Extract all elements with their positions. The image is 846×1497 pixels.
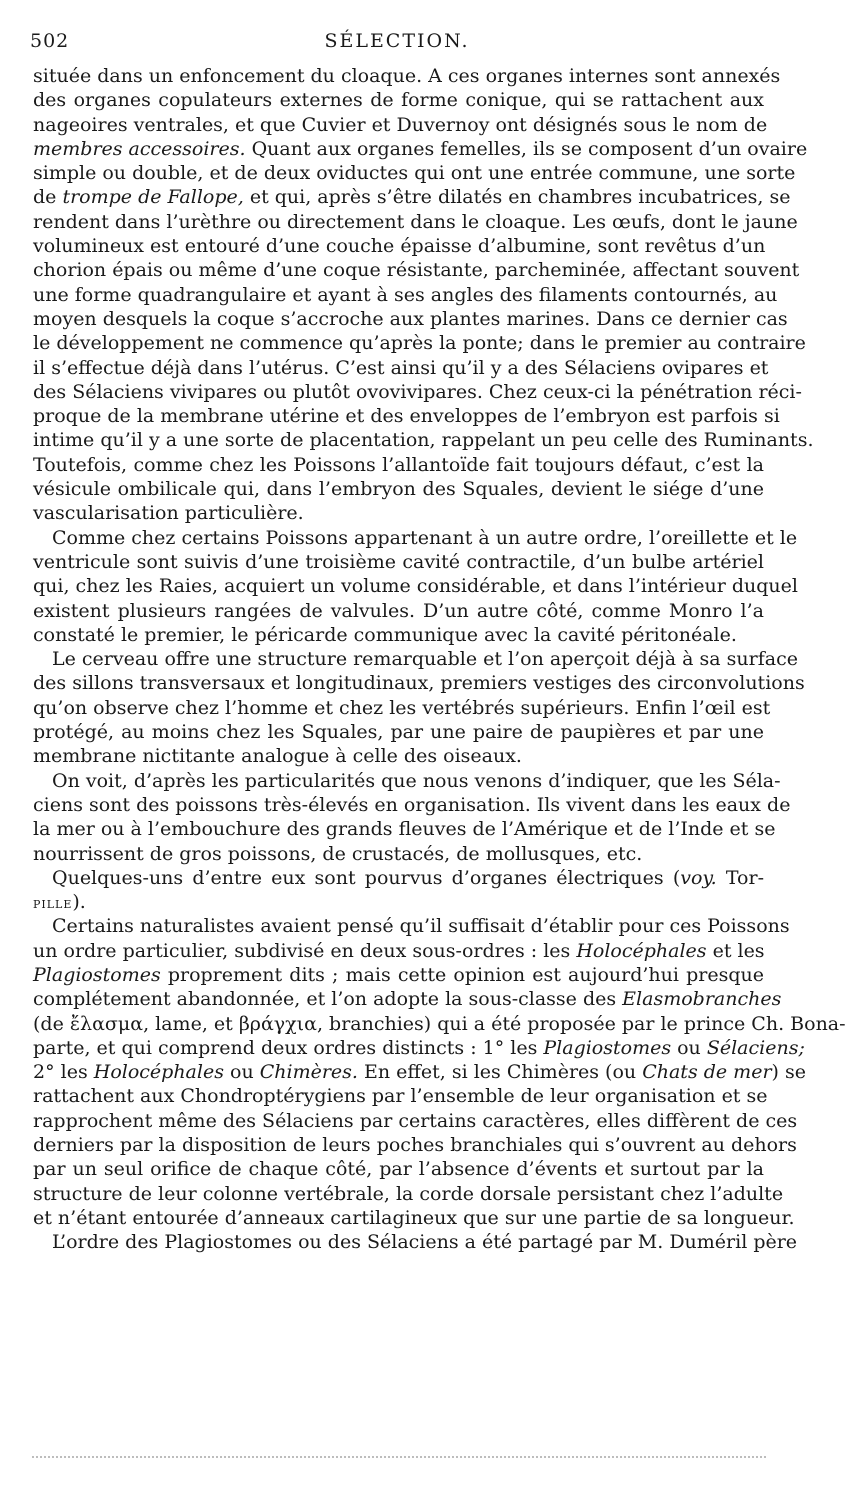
running-title: SÉLECTION.	[324, 30, 470, 52]
page-header	[30, 30, 764, 58]
text-line	[33, 1084, 768, 1108]
text-line	[33, 1206, 795, 1230]
text-segment: vésicule ombilicale qui, dans l’embryon des Squales, devient le siége d’une	[33, 478, 764, 501]
text-segment: Quelques-uns d’entre eux sont pourvus d’organes électriques (	[52, 866, 681, 889]
text-segment: simple ou double, et de deux oviductes qui ont une entrée commune, une sorte	[33, 162, 796, 185]
text-line	[33, 671, 805, 695]
text-line	[33, 1012, 846, 1036]
text-line	[33, 550, 764, 574]
text-segment: située dans un enfoncement du cloaque. A ces organes internes sont annexés	[33, 65, 781, 87]
text-line	[33, 817, 776, 841]
text-segment: qui, chez les Raies, acquiert un volume considérable, et dans l’intérieur duquel	[33, 575, 798, 598]
text-line	[33, 890, 764, 914]
italic-segment: trompe de Fallope,	[62, 186, 244, 209]
italic-segment: voy.	[680, 866, 717, 889]
italic-segment: Sélaciens;	[706, 1036, 805, 1059]
text-line	[33, 720, 764, 744]
text-segment: vascularisation particulière.	[33, 502, 304, 525]
text-line	[33, 1060, 806, 1084]
text-line	[33, 404, 780, 428]
italic-segment: Chimères.	[259, 1061, 358, 1084]
text-line	[33, 453, 764, 477]
text-segment: ) se	[771, 1061, 806, 1084]
text-segment: et qui, après s’être dilatés en chambres incubatrices, se	[243, 186, 791, 209]
text-segment: intime qu’il y a une sorte de placentation, rappelant un peu celle des Ruminants.	[33, 429, 814, 452]
footer-rule	[32, 1456, 766, 1461]
text-segment: rendent dans l’urèthre ou directement dans le cloaque. Les œufs, dont le jaune	[33, 210, 798, 233]
text-line	[33, 356, 769, 380]
text-segment: ).	[72, 891, 86, 914]
text-line	[33, 113, 768, 137]
text-line	[33, 307, 788, 331]
italic-segment: Holocéphales	[93, 1061, 224, 1084]
text-segment: complétement abandonnée, et l’on adopte la sous-classe des	[33, 988, 623, 1011]
italic-segment: Elasmobranches	[622, 988, 782, 1011]
text-line	[33, 477, 764, 501]
text-segment: une forme quadrangulaire et ayant à ses angles des filaments contournés, au	[33, 283, 778, 306]
text-segment: membrane nictitante analogue à celle des oiseaux.	[33, 745, 522, 768]
text-line	[33, 647, 798, 671]
text-line	[33, 987, 782, 1011]
text-segment: En effet, si les Chimères (ou	[357, 1061, 643, 1084]
text-line	[33, 526, 798, 550]
text-line	[33, 380, 802, 404]
text-line	[33, 599, 764, 623]
text-segment: existent plusieurs rangées de valvules. D’un autre côté, comme Monro l’a	[33, 599, 764, 622]
text-segment: structure de leur colonne vertébrale, la corde dorsale persistant chez l’adulte	[33, 1182, 784, 1205]
italic-segment: Plagiostomes	[543, 1036, 672, 1059]
text-segment: chorion épais ou même d’une coque résistante, parcheminée, affectant souvent	[33, 259, 800, 282]
text-line	[33, 623, 764, 647]
text-segment: proque de la membrane utérine et des enveloppes de l’embryon est parfois si	[33, 405, 780, 428]
text-line	[33, 210, 798, 234]
body-text	[33, 64, 846, 1255]
text-line	[33, 161, 796, 185]
text-line	[33, 914, 790, 938]
text-line	[33, 1230, 798, 1254]
text-line	[33, 283, 778, 307]
text-segment: ou	[671, 1036, 707, 1059]
text-line	[33, 428, 814, 452]
text-segment: des sillons transversaux et longitudinaux, premiers vestiges des circonvolutions	[33, 672, 805, 695]
text-line	[33, 744, 764, 768]
text-segment: derniers par la disposition de leurs poches branchiales qui s’ouvrent au dehors	[33, 1134, 797, 1157]
text-segment: Quant aux organes femelles, ils se composent d’un ovaire	[245, 137, 808, 160]
text-line	[33, 137, 808, 161]
text-segment: Tor-	[716, 866, 764, 889]
text-line	[33, 1109, 798, 1133]
text-segment: proprement dits ; mais cette opinion est aujourd’hui presque	[160, 963, 764, 986]
text-line	[33, 842, 764, 866]
text-line	[33, 331, 806, 355]
text-line	[33, 1157, 764, 1181]
text-line	[33, 501, 764, 525]
text-line	[33, 963, 764, 987]
text-segment: constaté le premier, le péricarde communique avec la cavité péritonéale.	[33, 623, 737, 646]
text-segment: Comme chez certains Poissons appartenant à un autre ordre, l’oreillette et le	[52, 526, 798, 549]
text-line	[33, 234, 764, 258]
text-segment: Le cerveau offre une structure remarquable et l’on aperçoit déjà à sa surface	[52, 648, 798, 671]
text-line	[33, 866, 764, 890]
text-segment: protégé, au moins chez les Squales, par une paire de paupières et par une	[33, 721, 764, 744]
text-segment: le développement ne commence qu’après la ponte; dans le premier au contraire	[33, 332, 806, 355]
text-segment: ventricule sont suivis d’une troisième cavité contractile, d’un bulbe artériel	[33, 550, 764, 573]
italic-segment: membres accessoires.	[33, 137, 246, 160]
text-segment: nageoires ventrales, et que Cuvier et Duvernoy ont désignés sous le nom de	[33, 113, 768, 136]
text-line	[33, 185, 791, 209]
page-number: 502	[30, 30, 70, 52]
text-segment: de	[33, 186, 63, 209]
text-segment: volumineux est entouré d’une couche épaisse d’albumine, sont revêtus d’un	[33, 235, 766, 258]
text-segment: rattachent aux Chondroptérygiens par l’ensemble de leur organisation et se	[33, 1085, 768, 1108]
italic-segment: Plagiostomes	[33, 963, 161, 986]
text-line	[33, 574, 798, 598]
text-segment: des organes copulateurs externes de forme conique, qui se rattachent aux	[33, 89, 764, 112]
text-segment: par un seul orifice de chaque côté, par l’absence d’évents et surtout par la	[33, 1158, 764, 1181]
text-segment: Certains naturalistes avaient pensé qu’il suffisait d’établir pour ces Poissons	[52, 915, 790, 938]
text-line	[33, 1182, 784, 1206]
text-segment: et les	[706, 939, 765, 962]
text-segment: moyen desquels la coque s’accroche aux plantes marines. Dans ce dernier cas	[33, 307, 788, 330]
text-segment: des Sélaciens vivipares ou plutôt ovovivipares. Chez ceux-ci la pénétration réci-	[33, 380, 802, 403]
text-segment: ou	[223, 1061, 260, 1084]
text-line	[33, 769, 781, 793]
text-line	[33, 88, 764, 112]
text-segment: il s’effectue déjà dans l’utérus. C’est ainsi qu’il y a des Sélaciens ovipares et	[33, 356, 769, 379]
text-segment: et n’étant entourée d’anneaux cartilagineux que sur une partie de sa longueur.	[33, 1206, 795, 1229]
text-segment: qu’on observe chez l’homme et chez les vertébrés supérieurs. Enfin l’œil est	[33, 696, 771, 719]
text-line	[33, 696, 771, 720]
text-segment: L’ordre des Plagiostomes ou des Sélaciens a été partagé par M. Duméril père	[52, 1231, 798, 1254]
text-segment: nourrissent de gros poissons, de crustacés, de mollusques, etc.	[33, 842, 643, 865]
text-segment: un ordre particulier, subdivisé en deux sous-ordres : les	[33, 939, 577, 962]
text-segment: parte, et qui comprend deux ordres distincts : 1° les	[33, 1036, 544, 1059]
text-line	[33, 258, 800, 282]
italic-segment: Holocéphales	[576, 939, 707, 962]
text-segment: (de ἔλασμα, lame, et βράγχια, branchies) qui a été proposée par le prince Ch. Bona-	[33, 1012, 846, 1035]
text-segment: Toutefois, comme chez les Poissons l’allantoïde fait toujours défaut, c’est la	[33, 453, 764, 476]
text-line	[33, 64, 781, 88]
text-segment: 2° les	[33, 1061, 94, 1084]
text-line	[33, 939, 764, 963]
text-line	[33, 1133, 797, 1157]
text-segment: rapprochent même des Sélaciens par certains caractères, elles diffèrent de ces	[33, 1109, 798, 1132]
text-line	[33, 1036, 805, 1060]
text-segment: On voit, d’après les particularités que nous venons d’indiquer, que les Séla-	[52, 769, 781, 792]
italic-segment: Chats de mer	[642, 1061, 772, 1084]
text-line	[33, 793, 791, 817]
text-segment: la mer ou à l’embouchure des grands fleuves de l’Amérique et de l’Inde et se	[33, 818, 776, 841]
text-segment: pille	[33, 894, 73, 913]
text-segment: ciens sont des poissons très-élevés en organisation. Ils vivent dans les eaux de	[33, 793, 791, 816]
